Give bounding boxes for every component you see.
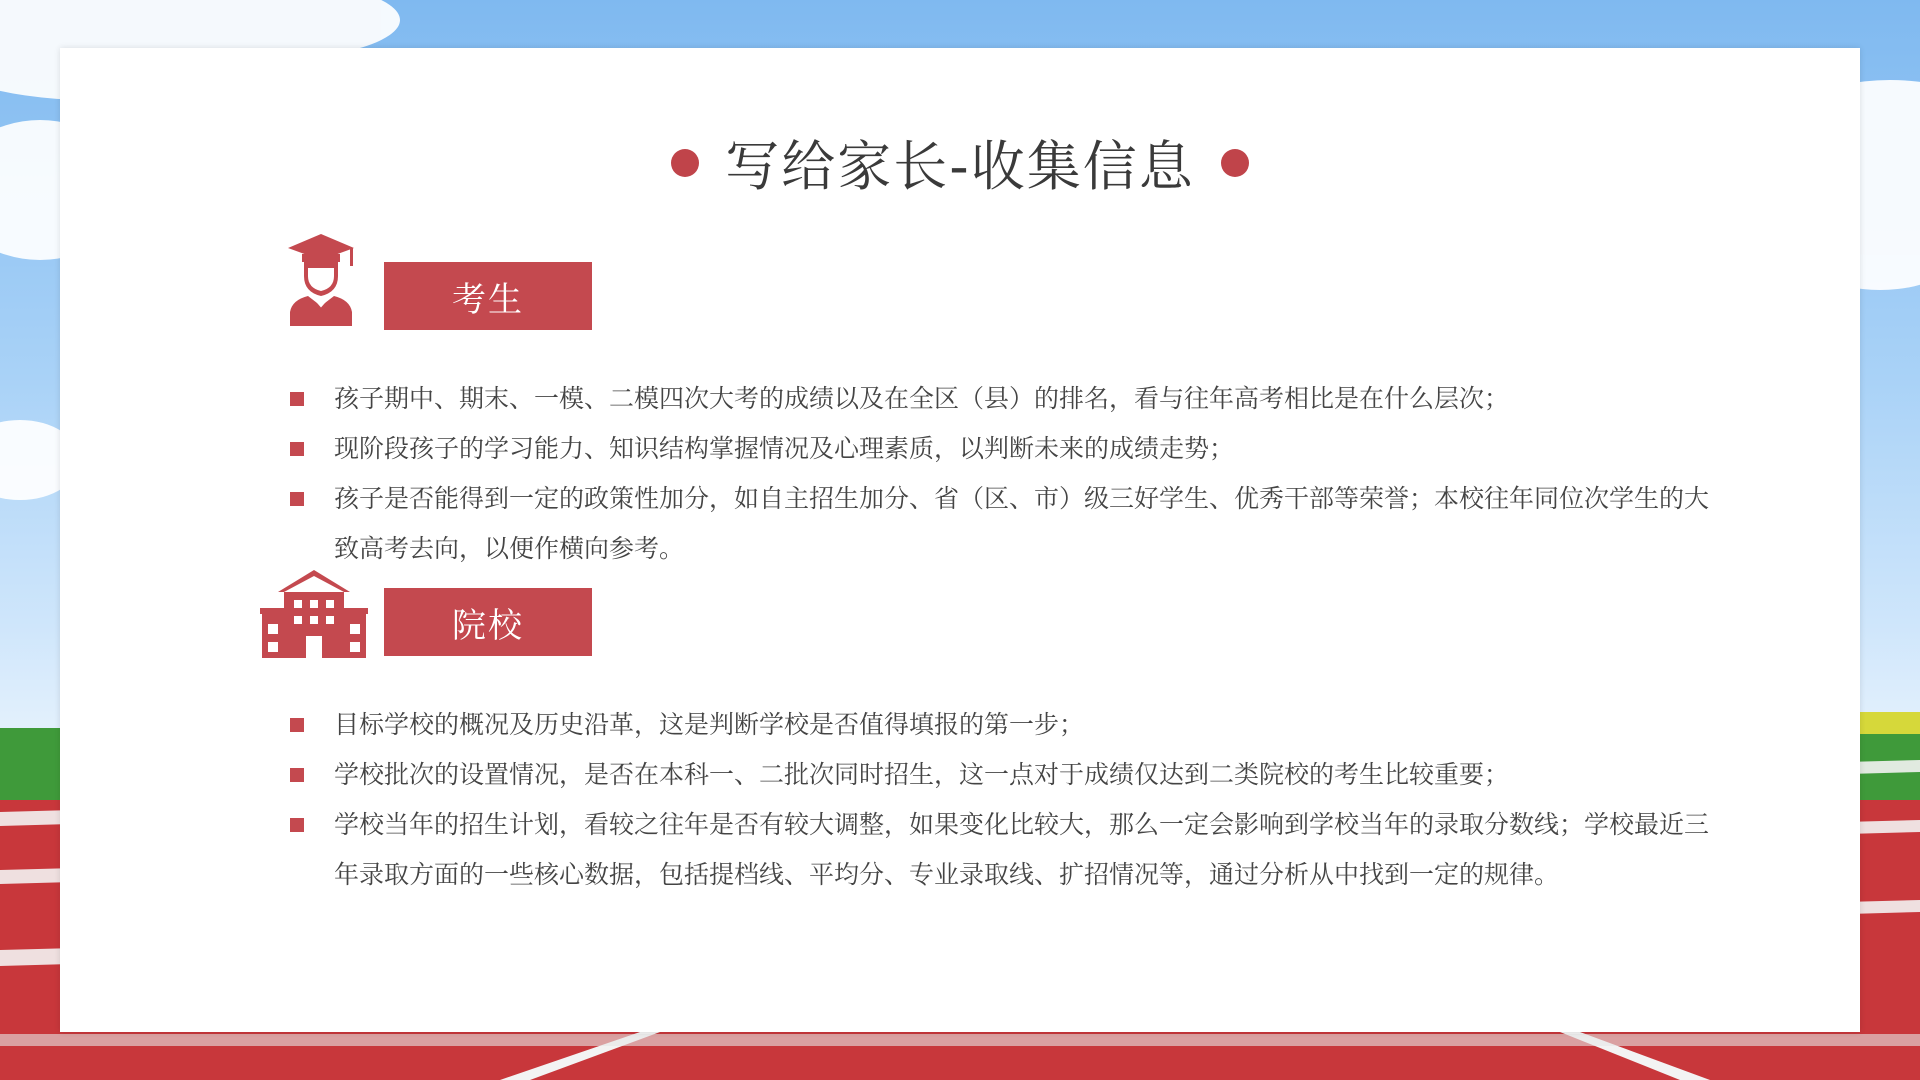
bullet-square-icon — [290, 818, 304, 832]
list-item-text: 学校批次的设置情况，是否在本科一、二批次同时招生，这一点对于成绩仅达到二类院校的考生比较重要； — [334, 760, 1510, 789]
list-item-text: 目标学校的概况及历史沿革，这是判断学校是否值得填报的第一步； — [334, 710, 1085, 739]
bullet-square-icon — [290, 492, 304, 506]
college-list — [290, 700, 1710, 900]
list-item-text: 孩子期中、期末、一模、二模四次大考的成绩以及在全区（县）的排名，看与往年高考相比是在什么层次； — [334, 384, 1510, 413]
bullet-square-icon — [290, 442, 304, 456]
list-item — [290, 474, 1710, 574]
list-item-text: 现阶段孩子的学习能力、知识结构掌握情况及心理素质，以判断未来的成绩走势； — [334, 434, 1235, 463]
content-card — [60, 48, 1860, 1032]
bullet-square-icon — [290, 392, 304, 406]
page-title: 写给家长-收集信息 — [725, 135, 1195, 198]
list-item — [290, 424, 1710, 474]
list-item — [290, 750, 1710, 800]
title-dot-right — [1221, 149, 1249, 177]
title-dot-left — [671, 149, 699, 177]
bullet-square-icon — [290, 718, 304, 732]
list-item-text: 孩子是否能得到一定的政策性加分，如自主招生加分、省（区、市）级三好学生、优秀干部等荣誉；本校往年同位次学生的大致高考去向，以便作横向参考。 — [334, 484, 1710, 563]
bullet-square-icon — [290, 768, 304, 782]
list-item — [290, 700, 1710, 750]
title-row — [60, 124, 1860, 201]
list-item — [290, 800, 1710, 900]
school-building-icon — [260, 570, 368, 658]
list-item — [290, 374, 1710, 424]
section-label-student: 考生 — [384, 262, 592, 330]
list-item-text: 学校当年的招生计划，看较之往年是否有较大调整，如果变化比较大，那么一定会影响到学校当年的录取分数线；学校最近三年录取方面的一些核心数据，包括提档线、平均分、专业录取线、扩招情况等，通过分析从中找到一定的规律。 — [334, 810, 1710, 889]
section-label-college: 院校 — [384, 588, 592, 656]
graduate-icon — [286, 234, 356, 326]
student-list — [290, 374, 1710, 574]
